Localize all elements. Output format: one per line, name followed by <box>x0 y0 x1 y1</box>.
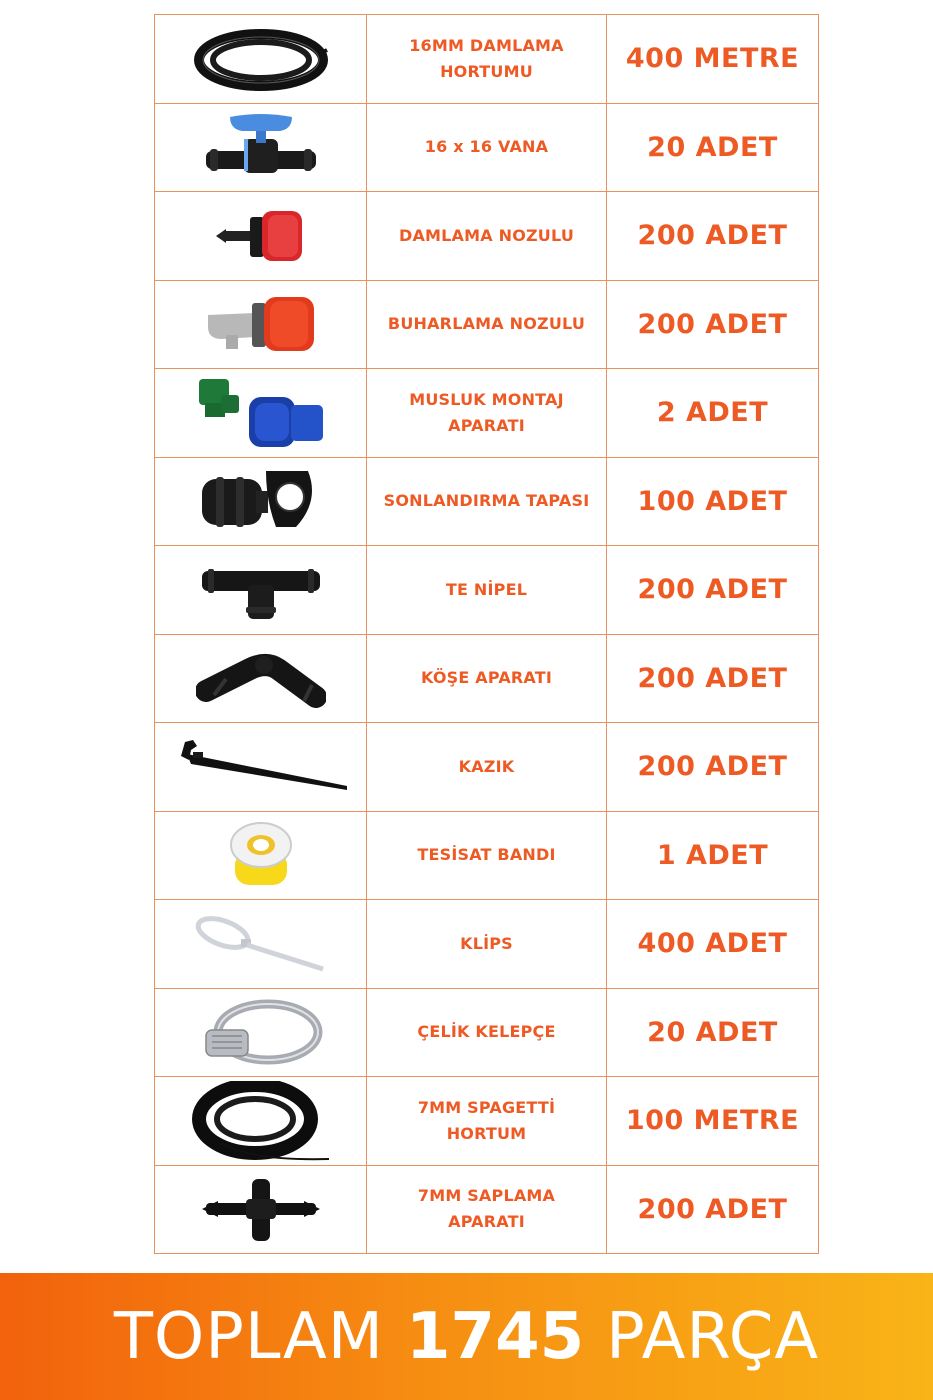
item-image <box>155 546 367 635</box>
table-row <box>155 811 819 900</box>
table-row <box>155 1165 819 1254</box>
parts-table <box>154 14 819 1254</box>
item-name: 16 x 16 VANA <box>367 103 607 192</box>
total-number: 1745 <box>406 1299 585 1374</box>
item-name: MUSLUK MONTAJ APARATI <box>367 369 607 458</box>
item-image <box>155 723 367 812</box>
item-quantity: 200 ADET <box>607 1165 819 1254</box>
item-quantity: 200 ADET <box>607 634 819 723</box>
item-image <box>155 369 367 458</box>
item-image <box>155 900 367 989</box>
item-name: BUHARLAMA NOZULU <box>367 280 607 369</box>
item-name: TESİSAT BANDI <box>367 811 607 900</box>
item-image <box>155 192 367 281</box>
item-quantity: 20 ADET <box>607 103 819 192</box>
drip-nozzle-icon <box>206 203 316 269</box>
item-name: ÇELİK KELEPÇE <box>367 988 607 1077</box>
item-image <box>155 103 367 192</box>
table-row <box>155 634 819 723</box>
item-quantity: 400 ADET <box>607 900 819 989</box>
item-name: 16MM DAMLAMA HORTUMU <box>367 15 607 104</box>
hose-clamp-icon <box>196 994 326 1070</box>
item-quantity: 20 ADET <box>607 988 819 1077</box>
item-image <box>155 1165 367 1254</box>
end-plug-icon <box>196 465 326 537</box>
item-name: KAZIK <box>367 723 607 812</box>
item-quantity: 1 ADET <box>607 811 819 900</box>
tee-connector-icon <box>196 557 326 623</box>
table-row <box>155 988 819 1077</box>
table-row <box>155 280 819 369</box>
total-banner <box>0 1273 933 1400</box>
item-quantity: 2 ADET <box>607 369 819 458</box>
elbow-connector-icon <box>196 643 326 713</box>
item-quantity: 100 ADET <box>607 457 819 546</box>
item-image <box>155 811 367 900</box>
cross-connector-icon <box>196 1173 326 1245</box>
table-row <box>155 103 819 192</box>
item-image <box>155 280 367 369</box>
table-row <box>155 900 819 989</box>
ground-stake-icon <box>171 734 351 800</box>
item-name: KÖŞE APARATI <box>367 634 607 723</box>
item-name: KLİPS <box>367 900 607 989</box>
item-quantity: 400 METRE <box>607 15 819 104</box>
cable-tie-icon <box>191 911 331 977</box>
table-row <box>155 457 819 546</box>
item-quantity: 200 ADET <box>607 546 819 635</box>
item-name: 7MM SAPLAMA APARATI <box>367 1165 607 1254</box>
item-image <box>155 15 367 104</box>
spaghetti-hose-icon <box>191 1081 331 1161</box>
table-row <box>155 723 819 812</box>
item-image <box>155 634 367 723</box>
item-image <box>155 988 367 1077</box>
item-name: 7MM SPAGETTİ HORTUM <box>367 1077 607 1166</box>
table-row <box>155 369 819 458</box>
item-name: SONLANDIRMA TAPASI <box>367 457 607 546</box>
item-quantity: 100 METRE <box>607 1077 819 1166</box>
item-image <box>155 457 367 546</box>
hose-coil-icon <box>191 24 331 94</box>
item-quantity: 200 ADET <box>607 723 819 812</box>
faucet-adapter-icon <box>191 373 331 453</box>
item-quantity: 200 ADET <box>607 192 819 281</box>
table-row <box>155 192 819 281</box>
item-name: DAMLAMA NOZULU <box>367 192 607 281</box>
table-row <box>155 546 819 635</box>
valve-icon <box>196 109 326 185</box>
item-quantity: 200 ADET <box>607 280 819 369</box>
mist-nozzle-icon <box>196 291 326 357</box>
item-image <box>155 1077 367 1166</box>
item-name: TE NİPEL <box>367 546 607 635</box>
total-prefix: TOPLAM <box>113 1299 385 1374</box>
table-row <box>155 15 819 104</box>
total-suffix: PARÇA <box>606 1299 820 1374</box>
table-row <box>155 1077 819 1166</box>
teflon-tape-icon <box>221 815 301 895</box>
